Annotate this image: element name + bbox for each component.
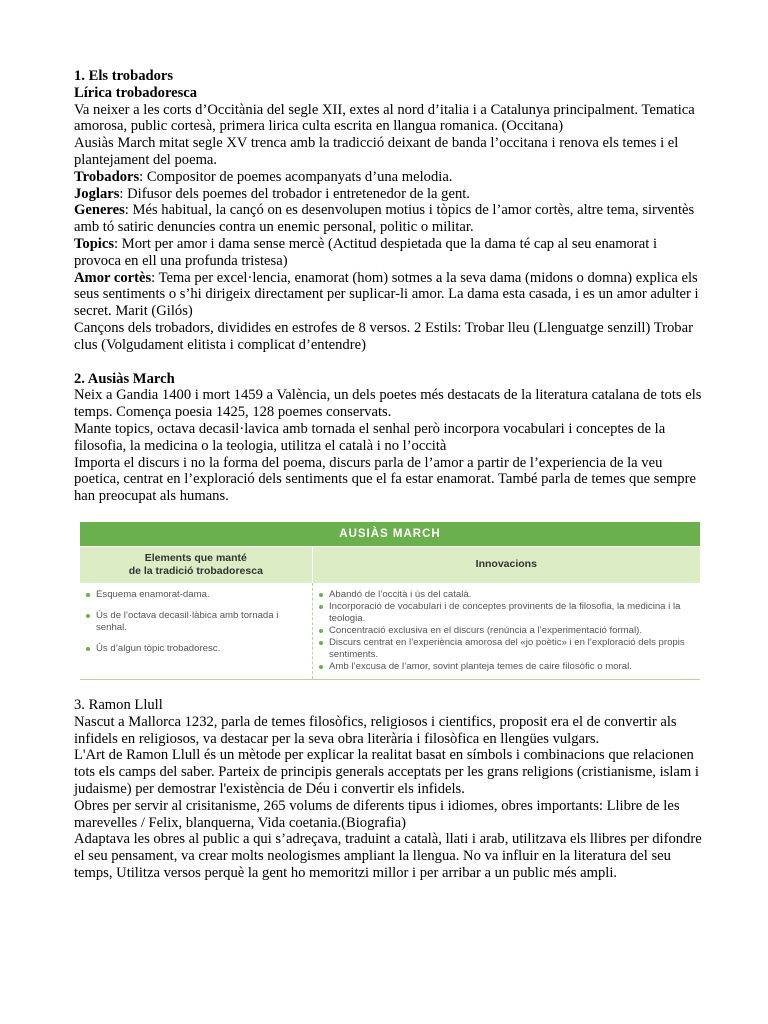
- list-item-text: Ús d’algun tòpic trobadoresc.: [96, 642, 221, 654]
- bullet-icon: [319, 629, 323, 633]
- list-item-text: Discurs centrat en l’experiència amorosa del «jo poètic» i en l’exploració dels propis sentiments.: [329, 636, 685, 660]
- term: Topics: [74, 235, 115, 252]
- table-body: [80, 583, 700, 680]
- list-item: [86, 610, 308, 634]
- definition-text: : Compositor de poemes acompanyats d’una melodia.: [139, 168, 453, 185]
- definition-text: : Més habitual, la cançó on es desenvolupen motius i tòpics de l’amor cortès, altre tema, sirventès amb tó satiric denuncies contra un enemic personal, politic o militar.: [74, 202, 695, 236]
- bullet-icon: [86, 593, 90, 597]
- definition-topics: [74, 236, 702, 270]
- tradition-list: [86, 589, 308, 655]
- comparison-table-figure: [80, 522, 700, 680]
- list-item: [319, 625, 696, 637]
- section-ausias-march: [74, 371, 702, 505]
- term: Joglars: [74, 185, 120, 202]
- section-title: 3. Ramon Llull: [74, 696, 163, 713]
- section-subtitle: Lírica trobadoresca: [74, 84, 198, 101]
- paragraph: Neix a Gandia 1400 i mort 1459 a València, un dels poetes més destacats de la literatura catalana de tots els temps. Comença poesia 1425, 128 poemes conservats.: [74, 387, 702, 421]
- definition-amor-cortes: [74, 270, 702, 320]
- bullet-icon: [86, 614, 90, 618]
- column-header-line: Elements que manté: [144, 551, 247, 564]
- column-header-tradition: [80, 547, 312, 583]
- table-header: AUSIÀS MARCH: [80, 522, 700, 546]
- list-item-text: Esquema enamorat-dama.: [96, 588, 210, 600]
- list-item: [86, 643, 308, 655]
- paragraph: Ausiàs March mitat segle XV trenca amb la tradicció deixant de banda l’occitana i renova els temes i el plantejament del poema.: [74, 135, 679, 168]
- section-trobadors: [74, 68, 702, 354]
- list-item: [319, 637, 696, 661]
- list-item-text: Amb l’excusa de l’amor, sovint planteja temes de caire filosòfic o moral.: [329, 660, 632, 672]
- list-item: [319, 601, 696, 625]
- bullet-icon: [319, 593, 323, 597]
- paragraph: Importa el discurs i no la forma del poema, discurs parla de l’amor a partir de l’experiencia de la veu poetica, centrat en l’exploració dels sentiments que el fa estar enamorat. També parla de temes que sempre han preocupat als humans.: [74, 454, 696, 505]
- paragraph: Nascut a Mallorca 1232, parla de temes filosòfics, religiosos i cientifics, proposit era el de convertir als infidels en religiosos, va destacar per la seva obra literària i filosòfica en llengües vulgars.: [74, 713, 677, 747]
- spacer: [74, 354, 702, 371]
- list-item-text: Abandó de l’occità i ús del català.: [329, 588, 472, 600]
- list-item: [86, 589, 308, 601]
- definition-joglars: [74, 186, 702, 203]
- list-item: [319, 661, 696, 673]
- list-item-text: Ús de l’octava decasil·làbica amb tornada i senhal.: [96, 609, 279, 633]
- paragraph: Mante topics, octava decasil·lavica amb tornada el senhal però incorpora vocabulari i conceptes de la filosofia, la medicina o la teologia, utilitza el català i no l’occità: [74, 420, 666, 454]
- definition-text: : Mort per amor i dama sense mercè (Actitud despietada que la dama té cap al seu enamorat i provoca en ell una profunda tristesa): [74, 235, 658, 269]
- table-column-headers: [80, 546, 700, 583]
- column-header-line: de la tradició trobadoresca: [128, 564, 263, 577]
- bullet-icon: [319, 605, 323, 609]
- bullet-icon: [86, 647, 90, 651]
- paragraph: Cançons dels trobadors, dividides en estrofes de 8 versos. 2 Estils: Trobar lleu (Llenguatge senzill) Trobar clus (Volgudament elitista i complicat d’entendre): [74, 319, 693, 353]
- paragraph: Obres per servir al crisitanisme, 265 volums de diferents tipus i idiomes, obres importants: Llibre de les marevelles / Felix, blanquerna, Vida coetania.(Biografia): [74, 797, 680, 831]
- definition-text: : Difusor dels poemes del trobador i entretenedor de la gent.: [119, 185, 470, 202]
- section-ramon-llull: [74, 697, 702, 882]
- tradition-list-cell: [80, 583, 312, 679]
- paragraph: Adaptava les obres al public a qui s’adreçava, traduint a català, llati i arab, utilitzava els llibres per difondre el seu pensament, va crear molts neologismes ampliant la llengua. No va influir en la literatura del seu temps, Utilitza versos perquè la gent ho memoritzi millor i per arribar a un public més ampli.: [74, 831, 702, 881]
- spacer: [74, 680, 702, 697]
- definition-text: : Tema per excel·lencia, enamorat (hom) sotmes a la seva dama (midons o domna) explica els seus sentiments o s’hi dirigeix directament per suplicar-li amor. La dama esta casada, i es un amor adulter i secret. Marit (Gilós): [74, 269, 699, 320]
- paragraph: L'Art de Ramon Llull és un mètode per explicar la realitat basat en símbols i combinacions que relacionen tots els camps del saber. Parteix de principis generals acceptats per les grans religions (cristianisme, islam i judaisme) per demostrar l'existència de Déu i convertir els infidels.: [74, 747, 699, 797]
- list-item-text: Incorporació de vocabulari i de conceptes provinents de la filosofia, la medicina i la teologia.: [329, 600, 681, 624]
- definition-generes: [74, 202, 702, 236]
- section-title: 1. Els trobadors: [74, 68, 174, 84]
- term: Trobadors: [74, 168, 140, 185]
- column-header-innovations: Innovacions: [312, 547, 700, 583]
- innovations-list-cell: [312, 583, 700, 679]
- section-title: 2. Ausiàs March: [74, 370, 175, 387]
- term: Amor cortès: [74, 269, 152, 286]
- innovations-list: [319, 589, 696, 673]
- term: Generes: [74, 202, 125, 219]
- paragraph: Va neixer a les corts d’Occitània del segle XII, extes al nord d’italia i a Catalunya principalment. Tematica amorosa, public cortesà, primera lirica culta escrita en llangua romanica. (Occitana): [74, 101, 695, 135]
- list-item-text: Concentració exclusiva en el discurs (renúncia a l’experimentació formal).: [329, 624, 643, 636]
- definition-trobadors: [74, 169, 702, 186]
- bullet-icon: [319, 641, 323, 645]
- bullet-icon: [319, 665, 323, 669]
- list-item: [319, 589, 696, 601]
